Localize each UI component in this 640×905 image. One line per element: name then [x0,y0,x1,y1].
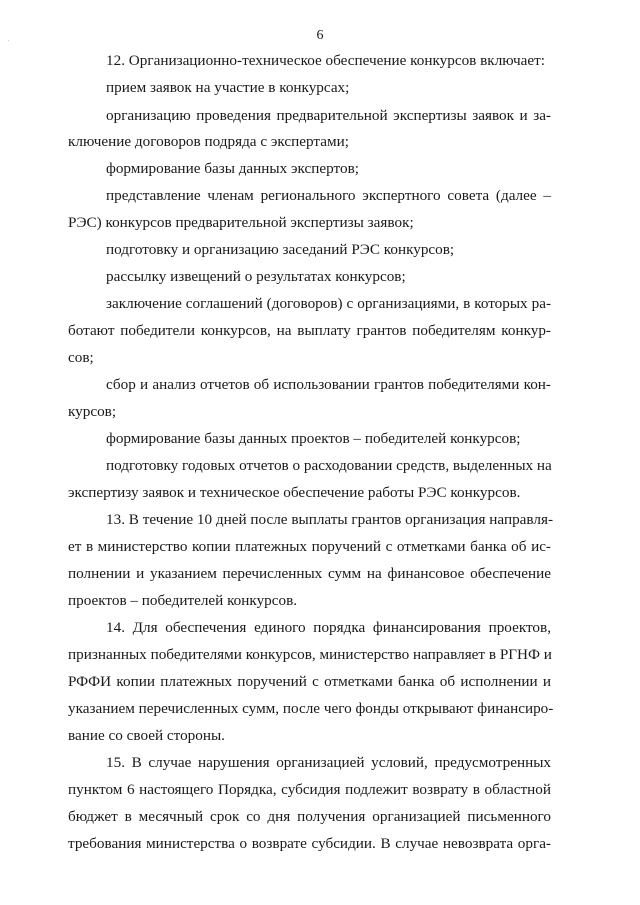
paragraph-15-line-1: 15. В случае нарушения организацией условий, предусмотренных [106,754,551,771]
paragraph-13-line-2: ет в министерство копии платежных поручений с отметками банка об ис- [68,538,551,555]
paragraph-14-line-5: вание со своей стороны. [68,727,225,744]
list-item-experts-db: формирование базы данных экспертов; [106,160,359,177]
paragraph-15-line-2: пунктом 6 настоящего Порядка, субсидия подлежит возврату в областной [68,781,551,798]
page-number: 6 [316,28,324,43]
list-item-meetings: подготовку и организацию заседаний РЭС конкурсов; [106,241,455,258]
paragraph-12-heading: 12. Организационно-техническое обеспечение конкурсов включает: [106,52,546,69]
list-item-annual-line-2: экспертизу заявок и техническое обеспечение работы РЭС конкурсов. [68,484,521,501]
paragraph-15-line-3: бюджет в месячный срок со дня получения организацией письменного [68,808,551,825]
paragraph-14-line-1: 14. Для обеспечения единого порядка финансирования проектов, [106,619,551,636]
list-item-reports-line-1: сбор и анализ отчетов об использовании грантов победителями кон- [106,376,551,393]
paragraph-15-line-4: требования министерства о возврате субсидии. В случае невозврата орга- [68,835,551,852]
list-item-reports-line-2: курсов; [68,403,117,420]
list-item-annual-line-1: подготовку годовых отчетов о расходовании средств, выделенных на [106,457,552,474]
list-item-submission-line-1: представление членам регионального экспертного совета (далее – [106,187,551,204]
list-item-projects-db: формирование базы данных проектов – победителей конкурсов; [106,430,521,447]
list-item-notices: рассылку извещений о результатах конкурсов; [106,268,406,285]
paragraph-14-line-4: указанием перечисленных сумм, после чего фонды открывают финансиро- [68,700,554,717]
paragraph-13-line-4: проектов – победителей конкурсов. [68,592,298,609]
list-item-expertise-line-1: организацию проведения предварительной экспертизы заявок и за- [106,107,551,124]
list-item-applications: прием заявок на участие в конкурсах; [106,79,350,96]
list-item-expertise-line-2: ключение договоров подряда с экспертами; [68,133,349,150]
list-item-submission-line-2: РЭС) конкурсов предварительной экспертизы заявок; [68,214,414,231]
paragraph-13-line-3: полнении и указанием перечисленных сумм на финансовое обеспечение [68,565,551,582]
list-item-agreements-line-3: сов; [68,349,94,366]
paragraph-13-line-1: 13. В течение 10 дней после выплаты грантов организация направля- [106,511,554,528]
paragraph-14-line-2: признанных победителями конкурсов, министерство направляет в РГНФ и [68,646,552,663]
list-item-agreements-line-2: ботают победители конкурсов, на выплату грантов победителям конкур- [68,322,551,339]
paragraph-14-line-3: РФФИ копии платежных поручений с отметками банка об исполнении и [68,673,551,690]
list-item-agreements-line-1: заключение соглашений (договоров) с организациями, в которых ра- [106,295,551,312]
